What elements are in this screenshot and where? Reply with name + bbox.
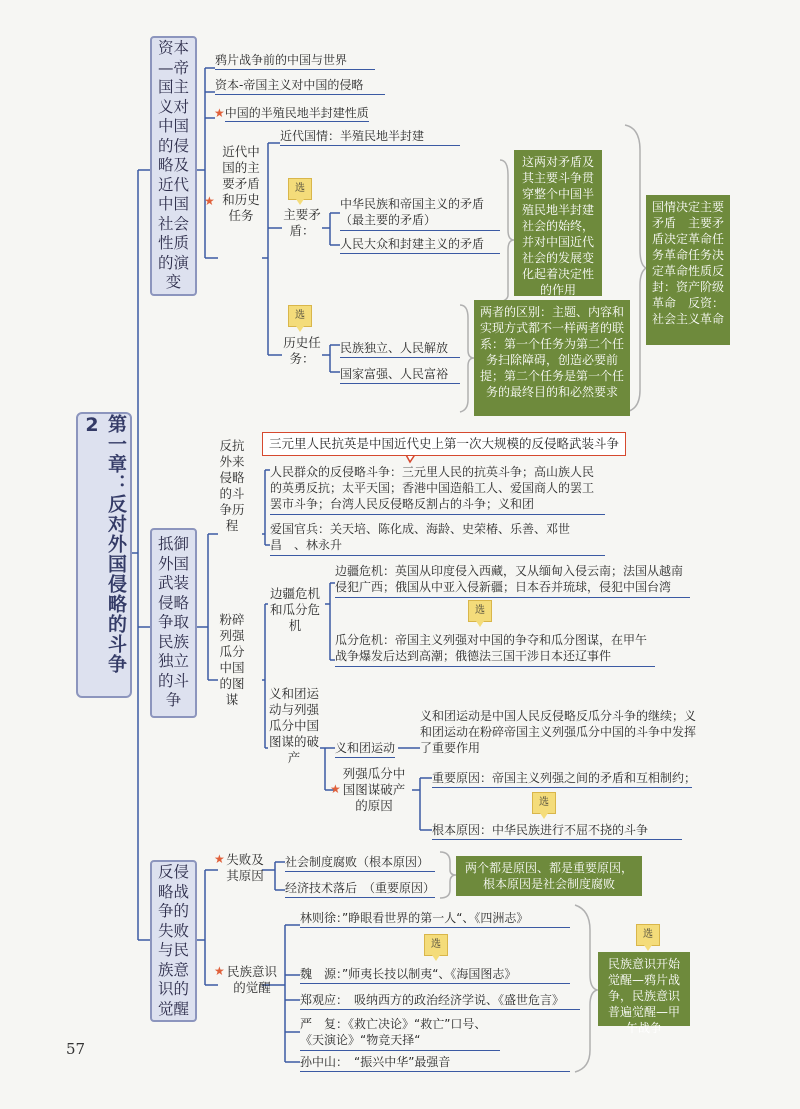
section-3-node <box>150 860 197 1022</box>
juexing-2: 魏 源：”师夷长技以制夷“、《海国图志》 <box>300 966 570 984</box>
s1-sub-title: 近代中国的主要矛盾和历史任务 <box>222 144 260 223</box>
note-juexing: 民族意识开始觉醒—鸦片战争，民族意识普遍觉醒—甲午战争 <box>598 952 690 1026</box>
shibai-2: 经济技术落后 （重要原因） <box>285 880 435 898</box>
fankang-label: 反抗外来侵略的斗争历程 <box>219 438 245 533</box>
shibai-node <box>214 852 264 884</box>
xuan-badge: 选 <box>636 924 660 946</box>
pochan-label: 列强瓜分中国图谋破产的原因 <box>342 766 406 813</box>
xuan-badge: 选 <box>532 792 556 814</box>
section-1-node <box>150 36 197 296</box>
s1-sub-node <box>204 144 262 224</box>
s1-item-3-row <box>214 102 369 121</box>
page-number: 57 <box>66 1040 86 1058</box>
renwu-label: 历史任务： <box>283 335 321 366</box>
xuan-badge: 选 <box>424 934 448 956</box>
section-2-title: 抵御外国武装侵略争取民族独立的斗争 <box>157 535 189 710</box>
s1-item-3: 中国的半殖民地半封建性质 <box>224 106 369 120</box>
shibai-1: 社会制度腐败（根本原因） <box>285 854 435 872</box>
s1-item-2: 资本-帝国主义对中国的侵略 <box>215 77 385 95</box>
note-renwu: 两者的区别：主题、内容和实现方式都不一样两者的联系：第一个任务为第二个任务扫除障碍，创造必要前提；第二个任务是第一个任务的最终目的和必然要求 <box>474 300 630 416</box>
juexing-label: 民族意识的觉醒 <box>226 964 277 995</box>
star-icon: ★ <box>214 964 225 978</box>
note-maodun: 这两对矛盾及其主要斗争贯穿整个中国半殖民地半封建社会的始终，并对中国近代社会的发展变化起着决定性的作用 <box>514 150 602 296</box>
xuan-badge: 选 <box>288 178 312 200</box>
yihetuan-label: 义和团运动与列强瓜分中国图谋的破产 <box>268 686 319 765</box>
juexing-node <box>214 964 278 996</box>
section-1-title: 资本—帝国主义对中国的侵略及近代中国社会性质的演变 <box>157 39 189 292</box>
s1-item-1: 鸦片战争前的中国与世界 <box>215 52 375 70</box>
bianjiang-leaf: 边疆危机：英国从印度侵入西藏，又从缅甸入侵云南；法国从越南侵犯广西；俄国从中亚入侵新疆；日本吞并琉球，侵犯中国台湾 <box>335 563 690 598</box>
yihetuan-leaf: 义和团运动 <box>335 740 395 758</box>
maodun-1: 中华民族和帝国主义的矛盾（最主要的矛盾） <box>340 196 500 231</box>
zhongyao-leaf: 重要原因：帝国主义列强之间的矛盾和互相制约； <box>432 770 692 788</box>
renwu-1: 民族独立、人民解放 <box>340 340 460 358</box>
star-icon: ★ <box>330 782 341 796</box>
pochan-node <box>330 766 406 814</box>
star-icon: ★ <box>214 106 225 120</box>
star-icon: ★ <box>204 194 215 208</box>
bianjiang-label: 边疆危机和瓜分危机 <box>269 586 320 633</box>
renwu-2: 国家富强、人民富裕 <box>340 366 460 384</box>
juexing-3: 郑观应： 吸纳西方的政治经济学说、《盛世危言》 <box>300 992 580 1010</box>
note-shibai: 两个都是原因、都是重要原因，根本原因是社会制度腐败 <box>456 856 642 896</box>
sanyuanli-callout: 三元里人民抗英是中国近代史上第一次大规模的反侵略武装斗争 <box>262 432 626 456</box>
section-3-title: 反侵略战争的失败与民族意识的觉醒 <box>157 863 189 1018</box>
note-guoqing: 国情决定主要矛盾 主要矛盾决定革命任务革命任务决定革命性质反封：资产阶级革命 反资：社会主义革命 <box>646 195 730 345</box>
yihetuan-note: 义和团运动是中国人民反侵略反瓜分斗争的继续；义和团运动在粉碎帝国主义列强瓜分中国的斗争中发挥了重要作用 <box>420 709 697 755</box>
star-icon: ★ <box>214 852 225 866</box>
juexing-5: 孙中山： “振兴中华”最强音 <box>300 1054 570 1072</box>
juexing-4: 严 复：《救亡决论》“救亡”口号、《天演论》“物竞天择“ <box>300 1016 500 1051</box>
genben-leaf: 根本原因：中华民族进行不屈不挠的斗争 <box>432 822 682 840</box>
shibai-label: 失败及其原因 <box>226 852 264 883</box>
renmin-leaf: 人民群众的反侵略斗争：三元里人民的抗英斗争；高山族人民的英勇反抗；太平天国；香港中国造船工人、爱国商人的罢工罢市斗争；台湾人民反侵略反割占的斗争；义和团 <box>270 464 605 515</box>
xuan-badge: 选 <box>288 305 312 327</box>
fensui-label: 粉碎列强瓜分中国的图谋 <box>219 612 245 707</box>
maodun-label: 主要矛盾： <box>283 207 321 238</box>
maodun-2: 人民大众和封建主义的矛盾 <box>340 236 500 254</box>
guafen-leaf: 瓜分危机：帝国主义列强对中国的争夺和瓜分图谋，在甲午战争爆发后达到高潮；俄德法三国干涉日本还辽事件 <box>335 632 655 667</box>
xuan-badge: 选 <box>468 600 492 622</box>
aiguo-leaf: 爱国官兵：关天培、陈化成、海龄、史荣椿、乐善、邓世昌 、林永升 <box>270 521 605 556</box>
section-2-node <box>150 528 197 718</box>
juexing-1: 林则徐：”睁眼看世界的第一人“、《四洲志》 <box>300 910 570 928</box>
chapter-root-node: 第一章：反对外国侵略的斗争2 <box>76 412 132 698</box>
guoqing-leaf: 近代国情：半殖民地半封建 <box>280 128 460 146</box>
